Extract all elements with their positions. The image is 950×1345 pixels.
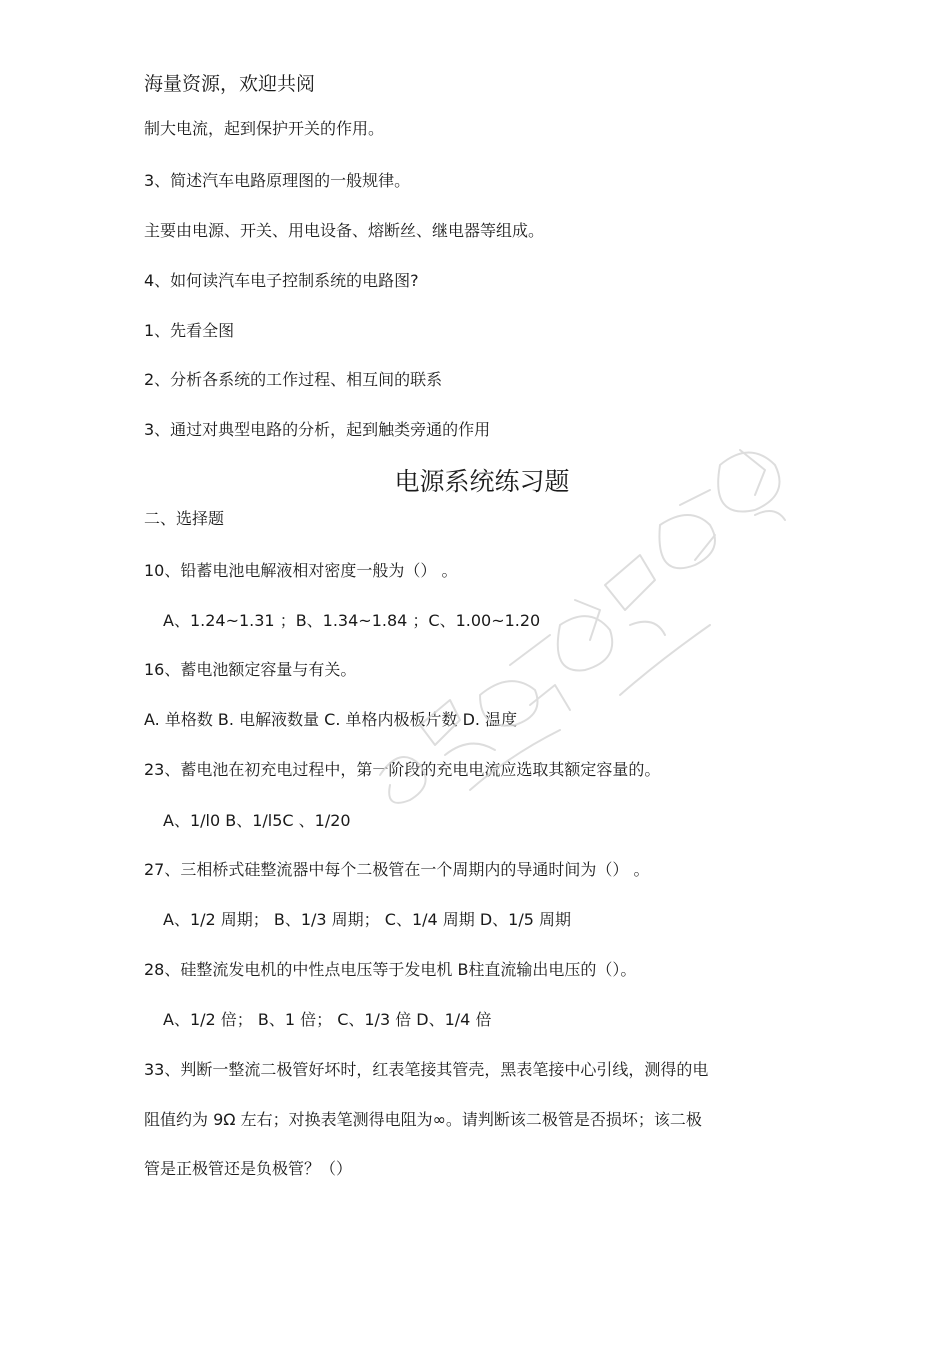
question-text: 27、三相桥式硅整流器中每个二极管在一个周期内的导通时间为（） 。 xyxy=(144,860,650,879)
text-line: 制大电流，起到保护开关的作用。 xyxy=(144,119,385,138)
answer-options: A、1/2 倍； B、1 倍； C、1/3 倍 D、1/4 倍 xyxy=(163,1010,492,1029)
text-line: 2、分析各系统的工作过程、相互间的联系 xyxy=(144,370,443,389)
section-title: 电源系统练习题 xyxy=(394,467,570,496)
watermark-seal xyxy=(360,395,810,815)
header-text: 海量资源，欢迎共阅 xyxy=(144,73,316,95)
question-text: 管是正极管还是负极管？（） xyxy=(144,1159,353,1178)
answer-options: A、1/l0 B、1/l5C 、1/20 xyxy=(163,811,351,830)
answer-options: A. 单格数 B. 电解液数量 C. 单格内极板片数 D. 温度 xyxy=(144,710,518,729)
answer-options: A、1.24~1.31 ；B、1.34~1.84 ；C、1.00~1.20 xyxy=(163,611,541,630)
question-text: 阻值约为 9Ω 左右；对换表笔测得电阻为∞。请判断该二极管是否损坏；该二极 xyxy=(144,1110,702,1129)
question-text: 33、判断一整流二极管好坏时，红表笔接其管壳，黑表笔接中心引线，测得的电 xyxy=(144,1060,709,1079)
subsection-heading: 二、选择题 xyxy=(144,509,225,528)
text-line: 主要由电源、开关、用电设备、熔断丝、继电器等组成。 xyxy=(144,221,545,240)
text-line: 1、先看全图 xyxy=(144,321,235,340)
question-text: 10、铅蓄电池电解液相对密度一般为（） 。 xyxy=(144,561,458,580)
text-line: 3、简述汽车电路原理图的一般规律。 xyxy=(144,171,411,190)
question-text: 28、硅整流发电机的中性点电压等于发电机 B柱直流输出电压的（）。 xyxy=(144,960,637,979)
text-line: 4、如何读汽车电子控制系统的电路图? xyxy=(144,271,419,290)
question-text: 23、蓄电池在初充电过程中，第一阶段的充电电流应选取其额定容量的。 xyxy=(144,760,661,779)
text-line: 3、通过对典型电路的分析，起到触类旁通的作用 xyxy=(144,420,491,439)
question-text: 16、蓄电池额定容量与有关。 xyxy=(144,660,357,679)
answer-options: A、1/2 周期； B、1/3 周期； C、1/4 周期 D、1/5 周期 xyxy=(163,910,572,929)
